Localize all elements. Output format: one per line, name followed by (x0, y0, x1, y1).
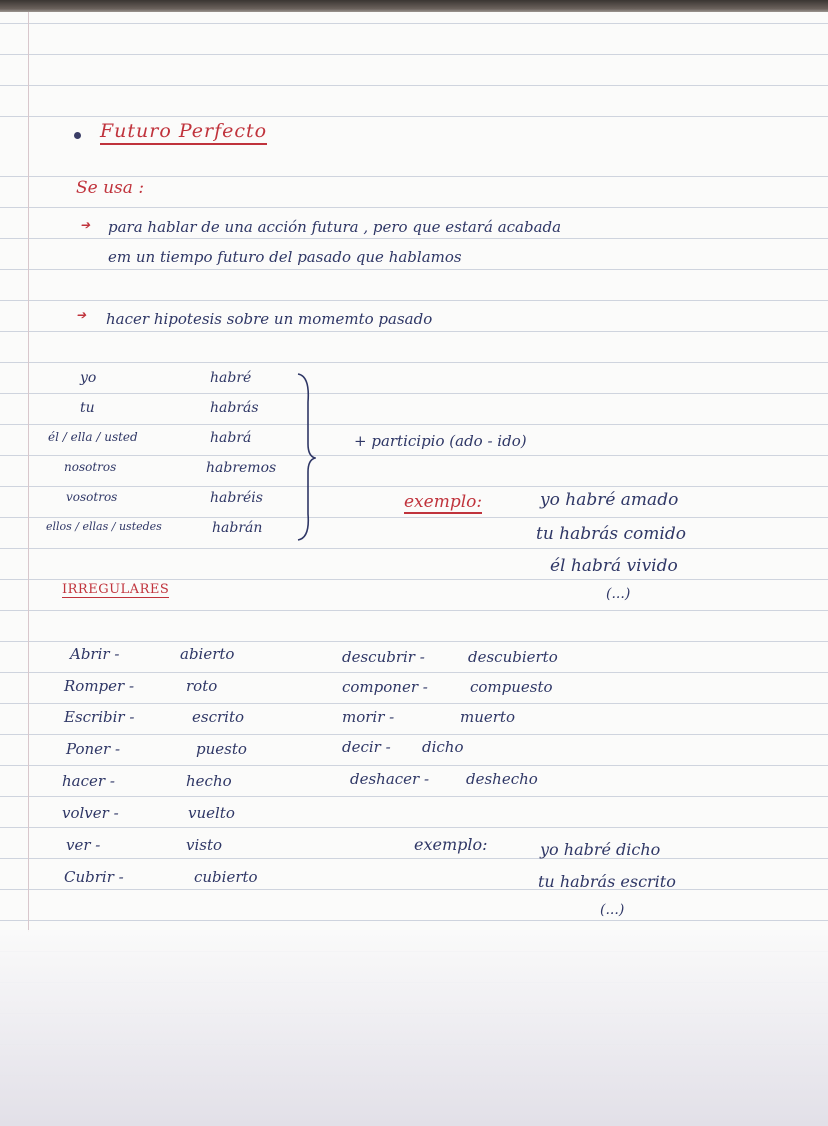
page-margin-line (28, 12, 29, 932)
irregular-infinitive: descubrir - (342, 648, 425, 666)
example-label: exemplo: (404, 492, 483, 512)
irregular-participle: compuesto (470, 678, 553, 696)
irregular-infinitive: componer - (342, 678, 428, 696)
example-line: tu habrás escrito (538, 872, 676, 891)
irregulares-heading: IRREGULARES (62, 582, 170, 597)
pronoun: yo (80, 370, 97, 386)
irregular-participle: escrito (192, 708, 245, 726)
usage-line-3: hacer hipotesis sobre un momemto pasado (106, 310, 433, 328)
irregular-participle: deshecho (466, 770, 538, 788)
irregular-participle: abierto (180, 645, 235, 663)
pronoun: ellos / ellas / ustedes (46, 520, 162, 533)
arrow-icon: ➔ (80, 218, 91, 232)
irregular-participle: puesto (196, 740, 247, 758)
page-title: Futuro Perfecto (100, 120, 267, 145)
irregular-infinitive: Cubrir - (64, 868, 124, 886)
irregular-participle: visto (186, 836, 223, 854)
irregular-infinitive: Abrir - (70, 645, 120, 663)
auxiliary-verb: habréis (210, 490, 263, 506)
usage-line-2: em un tiempo futuro del pasado que hablamos (108, 248, 462, 266)
example-line: él habrá vivido (550, 556, 678, 576)
pronoun: él / ella / usted (48, 430, 138, 444)
pronoun: nosotros (64, 460, 117, 474)
auxiliary-verb: habrá (210, 430, 252, 446)
irregular-infinitive: hacer - (62, 772, 115, 790)
example-line: yo habré dicho (540, 840, 661, 859)
irregular-infinitive: decir - (342, 738, 391, 756)
example-label: exemplo: (414, 835, 488, 854)
usage-heading: Se usa : (76, 178, 145, 198)
auxiliary-verb: habrás (210, 400, 259, 416)
irregular-infinitive: deshacer - (350, 770, 430, 788)
irregular-participle: hecho (186, 772, 232, 790)
auxiliary-verb: habré (210, 370, 252, 386)
irregular-participle: roto (186, 677, 218, 695)
page-bottom-shadow (0, 930, 828, 1126)
irregular-infinitive: morir - (342, 708, 395, 726)
irregular-infinitive: Poner - (66, 740, 121, 758)
participle-formula: + participio (ado - ido) (354, 432, 527, 450)
pronoun: vosotros (66, 490, 118, 504)
irregular-participle: descubierto (468, 648, 558, 666)
pronoun: tu (80, 400, 95, 416)
irregular-participle: dicho (422, 738, 464, 756)
curly-brace-icon (296, 372, 316, 542)
irregular-participle: cubierto (194, 868, 258, 886)
irregular-infinitive: Romper - (64, 677, 135, 695)
example-line: yo habré amado (540, 490, 679, 510)
usage-line-1: para hablar de una acción futura , pero que estará acabada (108, 218, 562, 236)
bullet-dot-icon (74, 132, 81, 139)
auxiliary-verb: habremos (206, 460, 277, 476)
ellipsis: (...) (600, 902, 625, 918)
ellipsis: (...) (606, 586, 631, 602)
irregular-infinitive: Escribir - (64, 708, 135, 726)
auxiliary-verb: habrán (212, 520, 263, 536)
irregular-participle: muerto (460, 708, 515, 726)
irregular-participle: vuelto (188, 804, 235, 822)
example-line: tu habrás comido (536, 524, 686, 544)
irregular-infinitive: ver - (66, 836, 101, 854)
arrow-icon: ➔ (76, 308, 87, 322)
irregular-infinitive: volver - (62, 804, 119, 822)
